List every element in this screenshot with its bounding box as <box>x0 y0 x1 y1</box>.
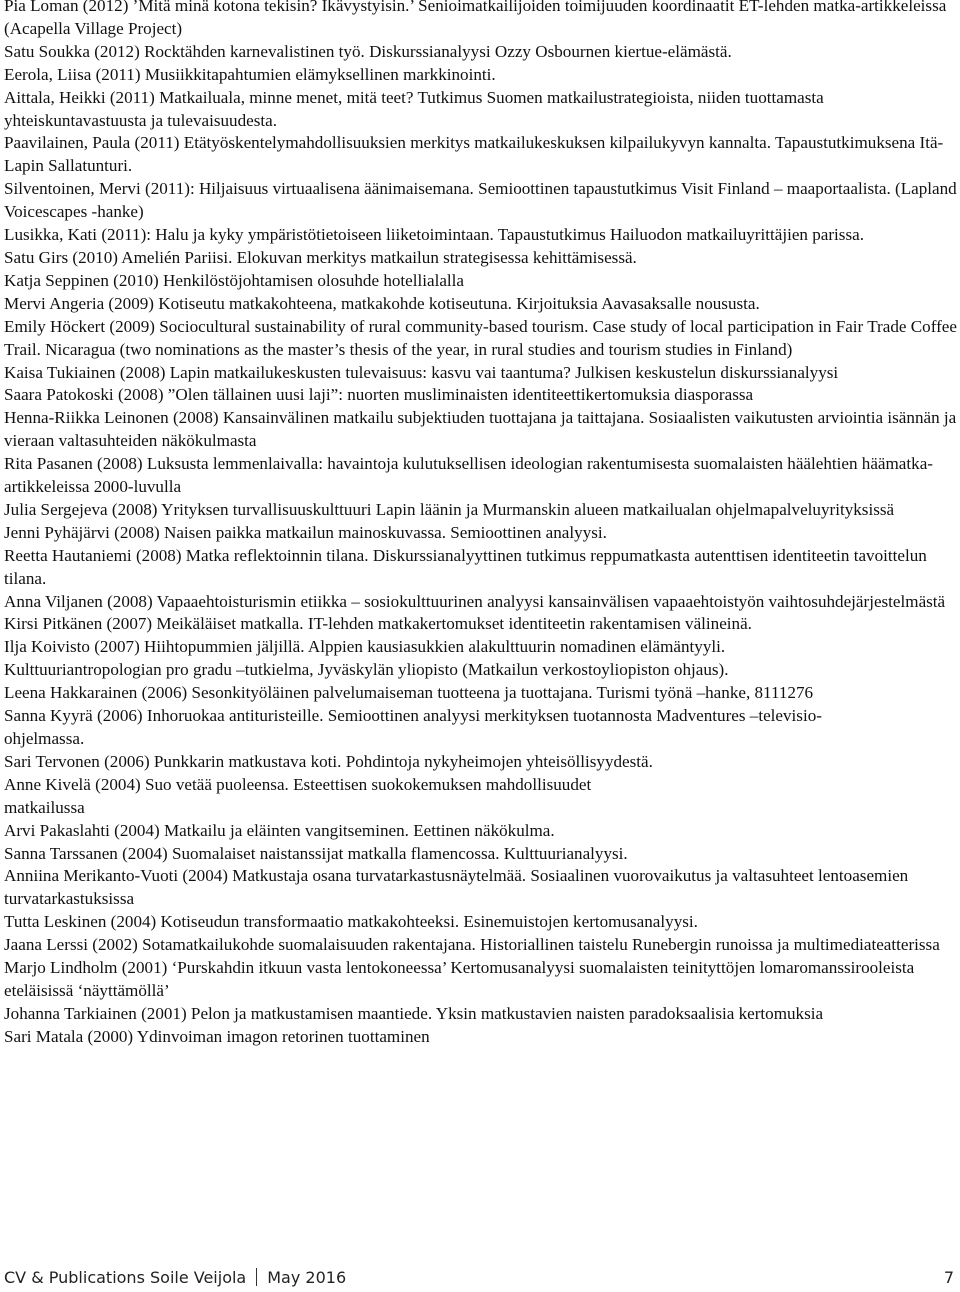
reference-text: Aittala, Heikki (2011) Matkailuala, minne menet, mitä teet? Tutkimus Suomen matkailustrategioista, niiden tuottamasta yhteiskuntavastuusta ja tulevaisuudesta. <box>4 87 824 130</box>
reference-entry <box>4 751 958 774</box>
reference-entry <box>4 407 958 453</box>
reference-entry <box>4 87 958 133</box>
reference-entry <box>4 1003 958 1026</box>
reference-text: Anniina Merikanto-Vuoti (2004) Matkustaja osana turvatarkastusnäytelmää. Sosiaalinen vuorovaikutus ja valtasuhteet lentoasemien turvatarkastuksissa <box>4 866 909 909</box>
reference-entry <box>4 316 958 362</box>
reference-text: Lusikka, Kati (2011): Halu ja kyky ympäristötietoiseen liiketoimintaan. Tapaustutkimus Hailuodon matkailuyrittäjien parissa. <box>4 225 864 245</box>
reference-text: Pia Loman (2012) ’Mitä minä kotona tekisin? Ikävystyisin.’ Senioimatkailijoiden toimijuuden koordinaatit ET-lehden matka-artikkeleissa (Acapella Village Project) <box>4 0 947 38</box>
footer-separator <box>256 1268 257 1286</box>
reference-text: Katja Seppinen (2010) Henkilöstöjohtamisen olosuhde hotellialalla <box>4 270 465 290</box>
reference-entry <box>4 613 958 636</box>
reference-text: Ilja Koivisto (2007) Hiihtopummien jäljillä. Alppien kausiasukkien alakulttuurin nomadinen elämäntyyli. <box>4 637 726 657</box>
reference-entry <box>4 911 958 934</box>
reference-entry <box>4 499 958 522</box>
reference-text: Sanna Tarssanen (2004) Suomalaiset naistanssijat matkalla flamencossa. Kulttuurianalyysi. <box>4 843 628 863</box>
reference-entry <box>4 659 958 682</box>
reference-text: Silventoinen, Mervi (2011): Hiljaisuus virtuaalisena äänimaisemana. Semioottinen tapaustutkimus Visit Finland – maaportaalista. (Lapland Voicescapes -hanke) <box>4 179 957 222</box>
reference-text: Henna-Riikka Leinonen (2008) Kansainvälinen matkailu subjektiuden tuottajana ja taittajana. Sosiaalisten vaikutusten arviointia isännän ja vieraan valtasuhteiden näkökulmasta <box>4 408 957 451</box>
reference-text: Marjo Lindholm (2001) ‘Purskahdin itkuun vasta lentokoneessa’ Kertomusanalyysi suomalaisten teinityttöjen lomaromanssirooleista eteläisissä ‘näyttämöllä’ <box>4 958 915 1000</box>
reference-text: Mervi Angeria (2009) Kotiseutu matkakohteena, matkakohde kotiseutuna. Kirjoituksia Aavasaksalle noususta. <box>4 293 760 313</box>
reference-text: matkailussa <box>4 797 85 817</box>
reference-entry <box>4 934 958 957</box>
reference-text: Sari Tervonen (2006) Punkkarin matkustava koti. Pohdintoja nykyheimojen yhteisöllisyydestä. <box>4 751 653 771</box>
reference-entry <box>4 1026 958 1049</box>
reference-text: Satu Soukka (2012) Rocktähden karnevalistinen työ. Diskurssianalyysi Ozzy Osbournen kiertue-elämästä. <box>4 41 732 61</box>
reference-entry <box>4 705 958 751</box>
reference-entry <box>4 774 958 820</box>
reference-text: Rita Pasanen (2008) Luksusta lemmenlaivalla: havaintoja kulutuksellisen ideologian rakentumisesta suomalaisten häälehtien häämatka-artikkeleissa 2000-luvulla <box>4 454 933 497</box>
reference-list <box>4 0 958 1049</box>
reference-entry <box>4 682 958 705</box>
reference-entry <box>4 178 958 224</box>
reference-text: Emily Höckert (2009) Sociocultural sustainability of rural community-based tourism. Case study of local participation in Fair Trade Coffee Trail. Nicaragua (two nominations as the master’s thesis of the year, in rural studies and tourism studies in Finland) <box>4 316 957 359</box>
reference-entry <box>4 591 958 614</box>
reference-text: Reetta Hautaniemi (2008) Matka reflektoinnin tilana. Diskurssianalyyttinen tutkimus reppumatkasta autenttisen identiteetin tavoittelun tilana. <box>4 545 927 588</box>
page-footer <box>4 1268 954 1292</box>
footer-title: CV & Publications Soile Veijola <box>4 1268 247 1287</box>
reference-text: Saara Patokoski (2008) ”Olen tällainen uusi laji”: nuorten musliminaisten identiteettikertomuksia diasporassa <box>4 385 754 405</box>
reference-text: Sari Matala (2000) Ydinvoiman imagon retorinen tuottaminen <box>4 1026 430 1046</box>
reference-text: Sanna Kyyrä (2006) Inhoruokaa antituristeille. Semioottinen analyysi merkityksen tuotannosta Madventures –televisio- <box>4 706 822 726</box>
reference-text: Anna Viljanen (2008) Vapaaehtoisturismin etiikka – sosiokulttuurinen analyysi kansainvälisen vapaaehtoistyön vaihtosuhdejärjestelmästä <box>4 591 946 611</box>
footer-date: May 2016 <box>267 1268 347 1287</box>
reference-entry <box>4 270 958 293</box>
reference-entry <box>4 522 958 545</box>
reference-text: ohjelmassa. <box>4 729 85 748</box>
reference-text: Julia Sergejeva (2008) Yrityksen turvallisuuskulttuuri Lapin läänin ja Murmanskin alueen matkailualan ohjelmapalveluyrityksissä <box>4 499 895 519</box>
reference-text: Johanna Tarkiainen (2001) Pelon ja matkustamisen maantiede. Yksin matkustavien naisten paradoksaalisia kertomuksia <box>4 1003 824 1023</box>
reference-text: Kulttuuriantropologian pro gradu –tutkielma, Jyväskylän yliopisto (Matkailun verkostoyliopiston ohjaus). <box>4 660 729 680</box>
reference-entry <box>4 453 958 499</box>
reference-text: Leena Hakkarainen (2006) Sesonkityöläinen palvelumaiseman tuotteena ja tuottajana. Turismi työnä –hanke, 8111276 <box>4 683 814 703</box>
reference-text: Satu Girs (2010) Amelién Pariisi. Elokuvan merkitys matkailun strategisessa kehittämisessä. <box>4 247 637 267</box>
reference-text: Anne Kivelä (2004) Suo vetää puoleensa. Esteettisen suokokemuksen mahdollisuudet <box>4 774 592 794</box>
reference-entry <box>4 247 958 270</box>
reference-text: Arvi Pakaslahti (2004) Matkailu ja eläinten vangitseminen. Eettinen näkökulma. <box>4 820 555 840</box>
reference-text: Jaana Lerssi (2002) Sotamatkailukohde suomalaisuuden rakentajana. Historiallinen taistelu Runebergin runoissa ja multimediateatterissa <box>4 935 940 955</box>
reference-entry <box>4 293 958 316</box>
reference-text: Kirsi Pitkänen (2007) Meikäläiset matkalla. IT-lehden matkakertomukset identiteetin rakentamisen välineinä. <box>4 614 752 634</box>
reference-entry <box>4 64 958 87</box>
page-number: 7 <box>943 1268 954 1287</box>
reference-entry <box>4 865 958 911</box>
reference-entry <box>4 820 958 843</box>
reference-entry <box>4 0 958 41</box>
footer-left <box>4 1268 346 1287</box>
reference-text: Jenni Pyhäjärvi (2008) Naisen paikka matkailun mainoskuvassa. Semioottinen analyysi. <box>4 522 607 542</box>
reference-entry <box>4 41 958 64</box>
reference-text: Kaisa Tukiainen (2008) Lapin matkailukeskusten tulevaisuus: kasvu vai taantuma? Julkisen keskustelun diskurssianalyysi <box>4 362 839 382</box>
reference-entry <box>4 132 958 178</box>
reference-entry <box>4 384 958 407</box>
reference-entry <box>4 224 958 247</box>
reference-entry <box>4 362 958 385</box>
reference-entry <box>4 843 958 866</box>
reference-entry <box>4 957 958 1003</box>
reference-text: Tutta Leskinen (2004) Kotiseudun transformaatio matkakohteeksi. Esinemuistojen kertomusanalyysi. <box>4 912 698 932</box>
reference-entry <box>4 545 958 591</box>
reference-text: Paavilainen, Paula (2011) Etätyöskentelymahdollisuuksien merkitys matkailukeskuksen kilpailukyvyn kannalta. Tapaustutkimuksena Itä-Lapin Sallatunturi. <box>4 133 944 176</box>
reference-entry <box>4 636 958 659</box>
reference-text: Eerola, Liisa (2011) Musiikkitapahtumien elämyksellinen markkinointi. <box>4 64 496 84</box>
